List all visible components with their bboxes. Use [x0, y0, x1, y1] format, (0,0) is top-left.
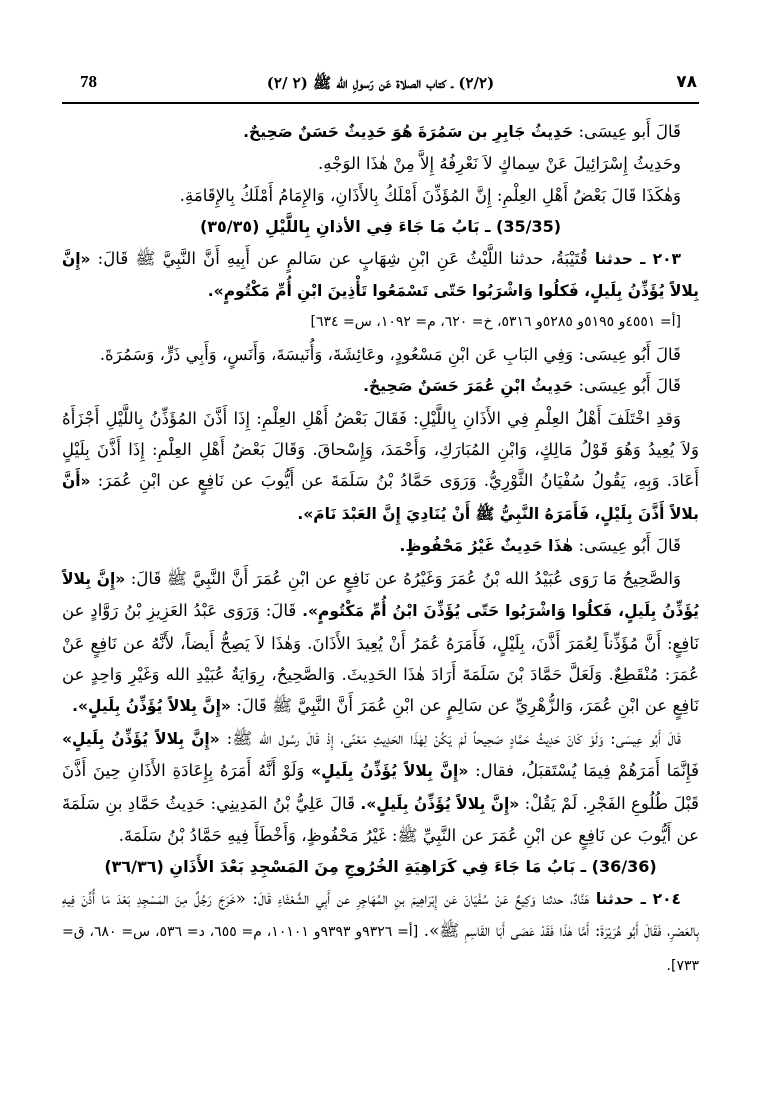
chapter-heading	[62, 211, 699, 242]
text-run: [أ= ٤٥٥١و ٥١٩٥و ٥٢٨٥و ٥٣١٦، خ= ٦٢٠، م= ١٠٩٢، س= ٦٣٤]	[310, 314, 681, 331]
text-run: فَإِنَّمَا أَمَرَهُمْ فِيمَا يُسْتَقبَلُ، فقال:	[468, 761, 699, 781]
text-body	[62, 116, 699, 982]
text-run: (35/35) ـ بَابُ مَا جَاءَ فِي الأذانِ بِاللَّيْلِ (٣٥/٣٥)	[199, 217, 562, 237]
text-run: قَالَ أَبُو عِيسَى: وَلَوْ كَانَ حَدِيثُ حَمَّادٍ صَحِيحاً لَمْ يَكُنْ لِهٰذَا الحَدِيثِ مَعْنًى، إِذْ قَالَ رسُول الله ﷺ:	[219, 728, 681, 748]
paragraph	[62, 243, 699, 308]
paragraph	[62, 883, 699, 982]
text-run: وَقدِ اخْتَلَفَ أَهْلُ العِلْمِ فِي الأَذَانِ بِاللَّيْلِ: فَقَالَ بَعْضُ أَهْلِ العِلْمِ: إِذَا أَذَّنَ المُؤَذِّنُ بِاللَّيْلِ أَجْزَأَهُ وَلاَ يُعِيدُ وَهُوَ قَوْلُ مَالِكٍ، وَابْنِ المُبَارَكِ، وَأَحْمَدَ، وَإِسْحاقَ. وَقَالَ بَعْضُ أَهْلِ العِلْمِ: إِذَا أَذَّنَ بِلَيْلٍ أَعَادَ. وَبِهِ، يَقُولُ سُفْيَانُ الثَّوْرِيُّ. وَرَوَى حَمَّادُ بْنُ سَلَمَةَ عن أَيُّوبَ عن نَافِعٍ عن ابْنِ عُمَرَ:	[62, 408, 699, 491]
running-header	[62, 72, 699, 98]
bold-text: «إِنَّ بِلالاً يُؤَذِّنُ بِلَيلٍ»	[62, 729, 220, 748]
text-run: قُتَيْبَةُ، حدثنا اللَّيْثُ عَنِ ابْنِ شِهَابٍ عن سَالمٍ عن أَبِيهِ أَنَّ النَّبِيَّ ﷺ قَالَ:	[90, 248, 588, 268]
text-run: قَالَ أَبُو عِيسَى: وَفِي البَابِ عَن ابْنِ مَسْعُودٍ، وعَائِشَةَ، وَأُنَيسَةَ، وَأَنَسٍ، وَأَبِي ذَرٍّ، وَسَمُرَةَ.	[99, 344, 681, 364]
text-run: [أ= ٩٣٢٦و ٩٣٩٣و ١٠١٠١، م= ٦٥٥، د= ٥٣٦، س= ٦٨٠، ق= ٧٣٣].	[62, 924, 699, 974]
bold-text: «إِنَّ بِلالاً يُؤَذِّنُ بِلَيلٍ».	[72, 697, 231, 716]
bold-text: «أَنَّ بلالاً أَذَّنَ بِلَيْلٍ، فَأَمَرَهُ النَّبِيُّ ﷺ أَنْ يُنَادِيَ إِنَّ العَبْدَ نَامَ».	[62, 472, 699, 523]
paragraph	[62, 530, 699, 562]
reference-line	[62, 307, 699, 338]
text-run: قَالَ: وَرَوَى عَبْدُ العَزِيزِ بْنُ رَوَّادٍ عن نَافِعٍ: أَنَّ مُؤَذِّناً لِعُمَرَ أَذَّنَ، بِلَيْلٍ، فَأَمَرَهُ عُمَرُ أَنْ يُعِيدَ الأَذَانَ. وَهٰذَا لاَ يَصِحُّ أَيضاً، لأَنَّهُ عن نَافِعٍ عَنْ عُمَرَ: مُنْقَطِعٌ. وَلَعَلَّ حَمَّادَ بْنَ سَلَمَةَ أَرَادَ هٰذَا الحَدِيثَ. وَالصَّحِيحُ، رِوَايَةُ عُبَيْدِ الله وَغَيْرِ وَاحِدٍ عن نَافِعٍ عن ابْنِ عُمَرَ، وَالزُّهْرِيِّ عن سَالِمٍ عن ابْنِ عُمَرَ أَنَّ النَّبِيَّ ﷺ قَالَ:	[62, 601, 699, 716]
text-run: قَالَ أَبُو عِيسَى:	[573, 376, 681, 396]
bold-text: «إِنَّ بِلالاً يُؤَذِّنُ بِلَيلٍ، فَكلُوا وَاشْرَبُوا حَتّى يُؤَذِّنَ ابْنُ أُمِّ مَكْتُومٍ».	[62, 569, 699, 621]
text-run: وَهٰكَذَا قَالَ بَعْضُ أَهْلِ العِلْمِ: إِنَّ المُؤَذِّنَ أَمْلَكُ بِالأَذَانِ، وَالإِمَامُ أَمْلَكُ بِالإِقَامَةِ.	[179, 185, 681, 205]
bold-text: «إِنَّ بِلالاً يُؤَذِّنُ بِلَيلٍ، فَكلُوا وَاشْرَبُوا حَتّى تَسْمَعُوا تَأْذِينَ ابْنِ أُمِّ مَكْتُومٍ».	[62, 249, 699, 301]
text-run: (36/36) ـ بَابُ مَا جَاءَ فِي كَرَاهِيَةِ الخُرُوجِ مِنَ المَسْجِدِ بَعْدَ الأَذَانِ (٣٦/٣٦)	[104, 857, 657, 877]
paragraph	[62, 403, 699, 531]
paragraph	[62, 180, 699, 211]
bold-text: ٢٠٤ ـ حدثنا	[589, 889, 682, 908]
text-run: وحَدِيثُ إِسْرَائِيلَ عَنْ سِماكٍ لاَ نَعْرِفُهُ إِلاَّ مِنْ هٰذَا الوَجْهِ.	[317, 154, 681, 174]
page-number-latin: 78	[80, 72, 97, 91]
bold-text: ٢٠٣ ـ حدثنا	[587, 249, 682, 268]
paragraph	[62, 723, 699, 852]
bold-text: «إِنَّ بِلالاً يُؤَذِّنُ بِلَيلٍ».	[360, 794, 520, 813]
paragraph	[62, 370, 699, 402]
page-number-arabic: ٧٨	[676, 72, 697, 92]
bold-text: «إِنَّ بِلالاً يُؤَذِّنُ بِلَيلٍ»	[311, 762, 469, 781]
paragraph	[62, 116, 699, 148]
running-title: (٢/٢) ـ كتاب الصلاة عَن رَسولِ الله ﷺ (٢ /٢)	[266, 74, 495, 92]
paragraph	[62, 563, 699, 723]
text-run: قَالَ أَبُو عِيسَى:	[573, 536, 681, 556]
header-rule	[62, 102, 699, 104]
text-run: قَالَ أَبو عِيسَى:	[573, 122, 681, 141]
text-run: هَنَّادٌ، حدثنا وَكِيعٌ عَنْ سُفْيَانَ عَن إِبْرَاهِيمَ بنِ المُهَاجِرِ عن أَبِي الشَّعْثَاءِ قَالَ: «خَرَجَ رَجُلٌ مِنَ المَسْجِدِ بَعْدَ مَا أُذِّنَ فِيهِ بِالعَصْرِ، فَقَالَ أَبُو هُرَيْرَةَ: أَمَّا هٰذَا فَقَدْ عَصَى أَبَا القَاسِمِ ﷺ».	[62, 888, 699, 941]
bold-text: هٰذَا حَدِيثٌ غَيْرُ مَحْفُوظٍ.	[399, 537, 574, 556]
bold-text: حَدِيثُ ابْنِ عُمَرَ حَسَنٌ صَحِيحٌ.	[363, 377, 574, 396]
text-run: وَلَوْ أَنَّهُ أَمَرَهُ بِإِعَادَةِ الأَذَانِ حِينَ أَذَّنَ قَبْلَ طُلُوعِ الفَجْرِ. لَمْ يَقُلْ:	[62, 761, 699, 813]
bold-text: حَدِيثُ جَابِرِ بن سَمُرَةَ هُوَ حَدِيثٌ حَسَنٌ صَحِيحٌ.	[243, 123, 574, 141]
chapter-heading	[62, 851, 699, 882]
text-run: قَالَ عَلِيُّ بْنُ المَدِينِي: حَدِيثُ حَمَّادِ بنِ سَلَمَةَ عن أَيُّوبَ عن نَافِعٍ عن ابْنِ عُمَرَ عن النَّبِيِّ ﷺ: غَيْرُ مَحْفُوظٍ، وَأَخْطَأَ فِيهِ حَمَّادُ بْنُ سَلَمَةَ.	[62, 793, 699, 845]
paragraph	[62, 148, 699, 179]
text-run: وَالصَّحِيحُ مَا رَوَى عُبَيْدُ الله بْنُ عُمَرَ وَغَيْرُهُ عن نَافِعٍ عن ابْنِ عُمَرَ أَنَّ النَّبِيَّ ﷺ قَالَ:	[125, 568, 681, 588]
paragraph	[62, 339, 699, 370]
